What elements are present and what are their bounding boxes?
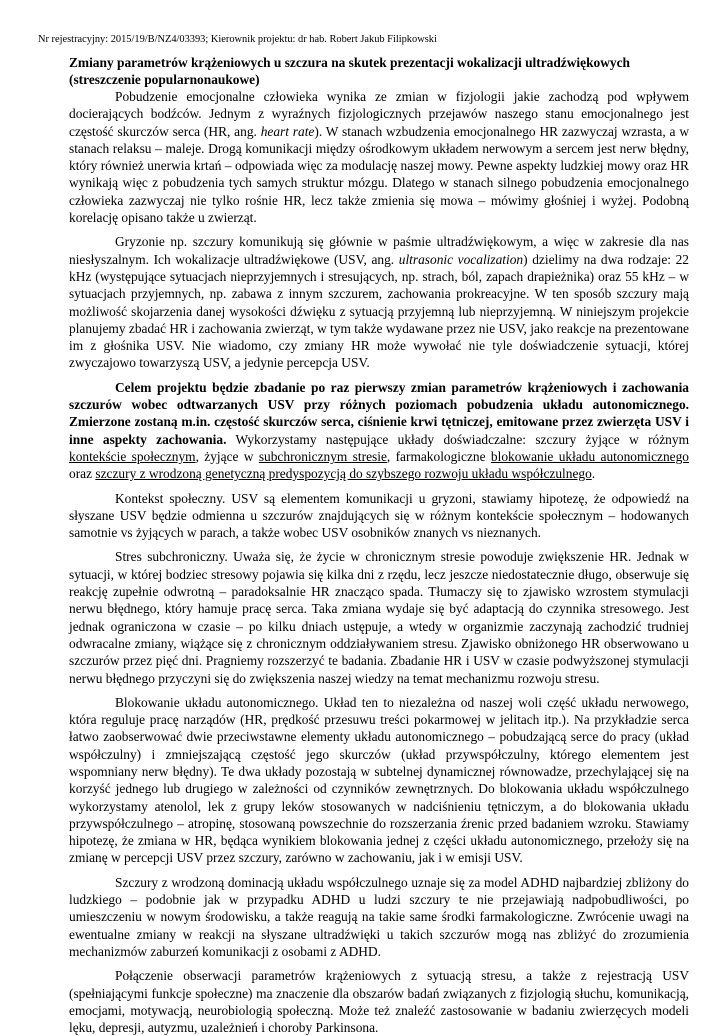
paragraph-autonomic-blocking: Blokowanie układu autonomicznego. Układ ten to niezależna od naszej woli część układu nerwowego, która reguluje pracę narządów (HR, prędkość przesuwu treści pokarmowej w jelitach itp.). Na przykładzie serca łatwo zaobserwować dwie przeciwstawne elementy układu autonomicznego – pobudzającą serce do pracy (układ współczulny) i zmniejszającą częstość jego skurczów (układ przywspółczulny, którego elementem jest wspomniany nerw błędny). Te dwa układy pozostają w subtelnej dynamicznej równowadze, przechylającej się na korzyść jednego lub drugiego w zależności od czynników zewnętrznych. Do blokowania układu współczulnego wykorzystamy atenolol, lek z grupy leków stosowanych w nadciśnieniu tętniczym, a do blokowania układu przywspółczulnego – atropinę, stosowaną powszechnie do rozszerzania źrenic przed badaniem wzroku. Stawiamy hipotezę, że zmiana w HR, będąca wynikiem blokowania jednej z części układu autonomicznego, przełoży się na zmianę w percepcji USV przez szczury, zarówno w zachowaniu, jak i w emisji USV. [69, 694, 689, 866]
text-run: oraz [69, 466, 96, 482]
title-subtitle: (streszczenie popularnonaukowe) [69, 72, 260, 88]
text-run: Wykorzystamy następujące układy doświadczalne: szczury żyjące w różnym [226, 431, 689, 447]
text-run: ) dzielimy na dwa rodzaje: 22 kHz (występujące sytuacjach nieprzyjemnych i stresujących, np. strach, ból, zapach drapieżnika) oraz 55 kHz – w sytuacjach przyjemnych, np. zabawa z innym szczurem, zachowania prokreacyjne. W ten sposób szczury mają możliwość skojarzenia danej wysokości dźwięku z sytuacją przyjemną lub nieprzyjemną. W niniejszym projekcie planujemy zbadać HR i zachowania zwierząt, w tym także wydawane przez nie USV, jako reakcje na prezentowane im z głośnika USV. Nie wiadomo, czy zmiany HR może wywołać nie tyle doświadczenie sytuacji, której zwyczajowo towarzyszą USV, a jedynie percepcja USV. [69, 251, 689, 371]
paragraph-adhd-model: Szczury z wrodzoną dominacją układu współczulnego uznaje się za model ADHD najbardziej zbliżony do ludzkiego – podobnie jak w przypadku ADHD u ludzi szczury te nie przejawiają nadpobudliwości, po umieszczeniu w nowym środowisku, a także reagują na takie same środki farmakologiczne. Zwrócenie uwagi na ewentualne zmiany w reakcji na słyszane ultradźwięki u takich szczurów mogą nas zbliżyć do zrozumienia mechanizmów zaburzeń komunikacji z osobami z ADHD. [69, 874, 689, 959]
text-run: Pobudzenie emocjonalne człowieka wynika ze zmian w fizjologii jakie zachodzą pod wpływem docierających bodźców. Jednym z wyraźnych fizjologicznych przejawów naszego stanu emocjonalnego jest częstość skurczów serca (HR, ang. [69, 89, 689, 139]
text-run: . [591, 466, 596, 482]
paragraph-subchronic-stress: Stres subchroniczny. Uważa się, że życie w chronicznym stresie powoduje zwiększenie HR. Jednak w sytuacji, w której bodziec stresowy pojawia się kilka dni z rzędu, lecz jeszcze niedostatecznie długo, obserwuje się reakcję zupełnie odwrotną – paradoksalnie HR znacząco spada. Tłumaczy się to zjawisko wzrostem stymulacji nerwu błędnego, który hamuje pracę serca. Taka zmiana wydaje się być adaptacją do czynnika stresowego. Jest jednak ograniczona w czasie – po kilku dniach ustępuje, a wtedy w organizmie zaczynają zachodzić trudniej odwracalne zmiany, wiążące się z chronicznym oddziaływaniem stresu. Zjawisko obniżonego HR obserwowano u szczurów przez pięć dni. Pragniemy rozszerzyć te badania. Zbadanie HR i USV w czasie podwyższonej stymulacji nerwu błędnego przyczyni się do zwiększenia naszej wiedzy na temat mechanizmu rozwoju stresu. [69, 549, 689, 686]
text-run: , farmakologiczne [386, 448, 491, 464]
term-heart-rate: heart rate [260, 123, 315, 139]
text-run: Gryzonie np. szczury komunikują się głównie w paśmie ultradźwiękowym, a więc w zakresie dla nas niesłyszalnym. Ich wokalizacje ultradźwiękowe (USV, ang. [69, 234, 689, 267]
text-run: ). W stanach wzbudzenia emocjonalnego HR zazwyczaj wzrasta, a w stanach relaksu – maleje. Drogą komunikacji między ośrodkowym układem nerwowym a sercem jest nerw błędny, który również unerwia krtań – odpowiada więc za modulację naszej mowy. Pewne aspekty ludzkiej mowy oraz HR wynikają więc z pobudzenia tych samych struktur mózgu. Dlatego w stanach silnego pobudzenia emocjonalnego człowieka zazwyczaj nie tylko rośnie HR, lecz także zmienia się mowa – mówimy głośniej i wyżej. Podobną korelację opisano także u zwierząt. [69, 123, 689, 226]
paragraph-conclusion: Połączenie obserwacji parametrów krążeniowych z sytuacją stresu, a także z rejestracją USV (spełniającymi funkcje społeczne) ma znaczenie dla obszarów badań związanych z fizjologią słuchu, komunikacją, emocjami, motywacją, neurobiologią społeczną. Może też znaleźć zastosowanie w badaniu zwierzęcych modeli lęku, depresji, autyzmu, uzależnień i choroby Parkinsona. [69, 968, 689, 1036]
underline-subchronic-stress: subchronicznym stresie [258, 448, 387, 464]
term-ultrasonic-vocalization: ultrasonic vocalization [398, 251, 524, 267]
project-aim-bold: Celem projektu będzie zbadanie po raz pierwszy zmian parametrów krążeniowych i zachowania szczurów wobec odtwarzanych USV przy różnych poziomach pobudzenia układu autonomicznego. Zmierzone zostaną m.in. częstość skurczów serca, ciśnienie krwi tętniczej, emitowane przez zwierzęta USV i inne aspekty zachowania. [69, 379, 689, 447]
paragraph-rodents-usv [69, 233, 689, 371]
registration-header: Nr rejestracyjny: 2015/19/B/NZ4/03393; Kierownik projektu: dr hab. Robert Jakub Filipkowski [38, 34, 437, 45]
text-run: , żyjące w [195, 448, 259, 464]
title-main: Zmiany parametrów krążeniowych u szczura na skutek prezentacji wokalizacji ultradźwiękowych [69, 55, 630, 70]
paragraph-emotions [69, 88, 689, 226]
paragraph-social-context: Kontekst społeczny. USV są elementem komunikacji u gryzoni, stawiamy hipotezę, że odpowiedź na słyszane USV będzie odmienna u szczurów znajdujących się w różnym kontekście społecznym – hodowanych samotnie vs żyjących w parach, a także wobec USV osobników znanych vs nieznanych. [69, 490, 689, 541]
document-body [69, 88, 689, 1036]
underline-social-context: kontekście społecznym [69, 448, 196, 464]
paragraph-project-aim [69, 379, 689, 483]
underline-autonomic-blocking: blokowanie układu autonomicznego [490, 448, 690, 464]
document-title [69, 54, 689, 89]
underline-genetic-predisposition: szczury z wrodzoną genetyczną predyspozycją do szybszego rozwoju układu współczulnego [95, 466, 592, 482]
